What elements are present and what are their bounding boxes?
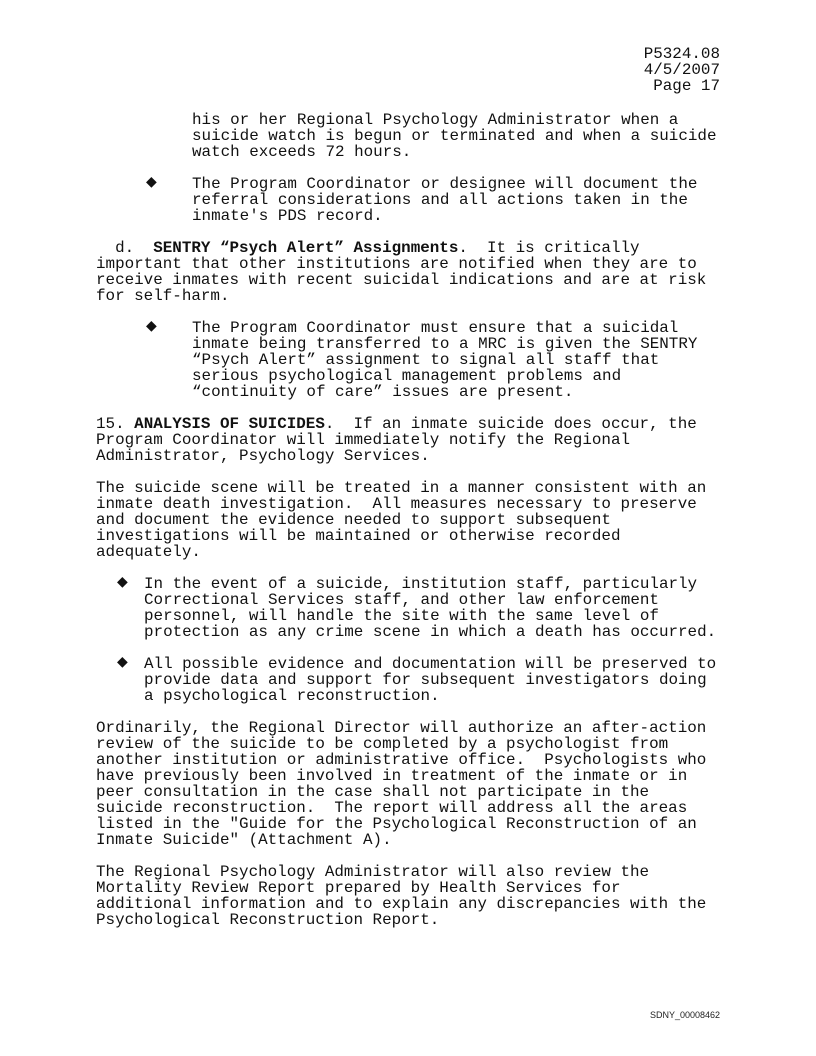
paragraph-after-action-review: Ordinarily, the Regional Director will authorize an after-action review of the suicide to be completed by a psychologist from another institution or administrative office. Psychologists who have previously been involved in treatment of the inmate or in peer consultation in the case shall not participate in the suicide reconstruction. The report will address all the areas listed in the "Guide for the Psychological Reconstruction of an Inmate Suicide" (Attachment A). [96, 719, 707, 849]
bullet-crime-scene: In the event of a suicide, institution staff, particularly Correctional Services staff, and other law enforcement personnel, will handle the site with the same level of protection as any crime scene in which a death has occurred. [144, 575, 717, 641]
section-15-number: 15. [96, 415, 135, 433]
section-d [96, 240, 706, 304]
diamond-bullet-icon: ◆ [117, 574, 128, 590]
page-header [644, 46, 720, 94]
bullet-evidence: All possible evidence and documentation will be preserved to provide data and support for subsequent investigators doing a psychological reconstruction. [144, 655, 717, 705]
diamond-bullet-icon: ◆ [146, 318, 157, 334]
section-d-prefix: d. [96, 239, 154, 257]
section-15 [96, 416, 697, 464]
section-d-text: . It is critically important that other institutions are notified when they are to receive inmates with recent suicidal indications and are at risk for self-harm. [96, 239, 707, 305]
section-15-text: . If an inmate suicide does occur, the Program Coordinator will immediately notify the Regional Administrator, Psychology Services. [96, 415, 697, 465]
diamond-bullet-icon: ◆ [146, 174, 157, 190]
paragraph-continuation: his or her Regional Psychology Administrator when a suicide watch is begun or terminated and when a suicide watch exceeds 72 hours. [192, 111, 717, 161]
section-d-heading: SENTRY “Psych Alert” Assignments [153, 239, 459, 257]
bullet-psych-alert: The Program Coordinator must ensure that a suicidal inmate being transferred to a MRC is given the SENTRY “Psych Alert” assignment to signal all staff that serious psychological management problems and “continuity of care” issues are present. [192, 319, 698, 401]
page-number: Page 17 [653, 77, 720, 95]
bates-number: SDNY_00008462 [649, 1010, 720, 1020]
diamond-bullet-icon: ◆ [117, 654, 128, 670]
paragraph-suicide-scene: The suicide scene will be treated in a manner consistent with an inmate death investigation. All measures necessary to preserve and document the evidence needed to support subsequent investigations will be maintained or otherwise recorded adequately. [96, 479, 707, 561]
section-15-heading: ANALYSIS OF SUICIDES [134, 415, 325, 433]
bullet-pds-record: The Program Coordinator or designee will document the referral considerations and all actions taken in the inmate's PDS record. [192, 175, 698, 225]
document-number: P5324.08 [643, 45, 720, 63]
paragraph-mortality-review: The Regional Psychology Administrator will also review the Mortality Review Report prepared by Health Services for additional information and to explain any discrepancies with the Psychological Reconstruction Report. [96, 863, 707, 929]
document-date: 4/5/2007 [643, 61, 720, 79]
